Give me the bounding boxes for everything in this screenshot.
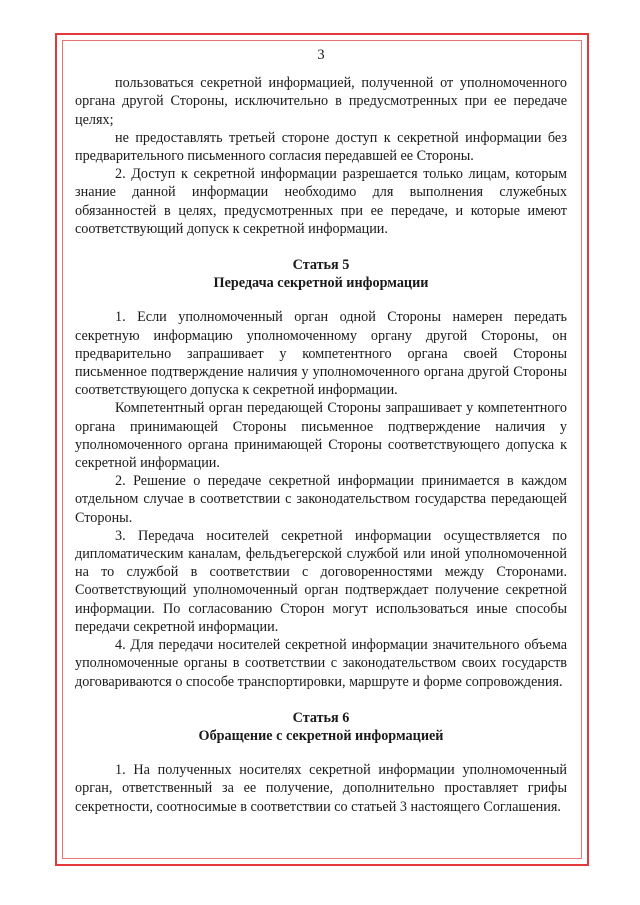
paragraph: не предоставлять третьей стороне доступ к секретной информации без предварительного письменного согласия передавшей ее Стороны. <box>75 129 567 165</box>
paragraph: 2. Доступ к секретной информации разрешается только лицам, которым знание данной информации необходимо для выполнения служебных обязанностей в целях, предусмотренных при ее передаче, и которые имеют соответствующий допуск к секретной информации. <box>75 166 567 237</box>
paragraph: 1. Если уполномоченный орган одной Стороны намерен передать секретную информацию уполномоченному органу другой Стороны, он предварительно запрашивает у компетентного органа своей Стороны письменное подтверждение наличия у уполномоченного органа другой Стороны соответствующего допуска к секретной информации. <box>75 309 567 399</box>
paragraph: Компетентный орган передающей Стороны запрашивает у компетентного органа принимающей Стороны письменное подтверждение наличия у уполномоченного органа принимающей Стороны соответствующего допуска к секретной информации. <box>75 400 567 472</box>
page-content <box>75 46 567 816</box>
paragraph: пользоваться секретной информацией, полученной от уполномоченного органа другой Стороны, исключительно в предусмотренных при ее передаче целях; <box>75 75 567 128</box>
paragraph: 4. Для передачи носителей секретной информации значительного объема уполномоченные органы в соответствии с законодательством своих государств договариваются о способе транспортировки, маршруте и форме сопровождения. <box>75 637 567 690</box>
paragraph: 1. На полученных носителях секретной информации уполномоченный орган, ответственный за ее получение, дополнительно проставляет грифы секретности, соотносимые в соответствии со статьей 3 настоящего Соглашения. <box>75 762 567 815</box>
page-number: 3 <box>317 47 325 63</box>
paragraph: 3. Передача носителей секретной информации осуществляется по дипломатическим каналам, фельдъегерской службой или иной уполномоченной на то службой в соответствии с договоренностями между Сторонами. Соответствующий уполномоченный орган подтверждает получение секретной информации. По согласованию Сторон могут использоваться иные способы передачи секретной информации. <box>75 527 567 635</box>
paragraph: 2. Решение о передаче секретной информации принимается в каждом отдельном случае в соответствии с законодательством государства передающей Стороны. <box>75 473 567 526</box>
article-6-number: Статья 6 <box>292 709 350 726</box>
article-6-title: Обращение с секретной информацией <box>198 727 444 744</box>
article-5-title: Передача секретной информации <box>213 275 429 292</box>
article-5-number: Статья 5 <box>292 257 350 274</box>
